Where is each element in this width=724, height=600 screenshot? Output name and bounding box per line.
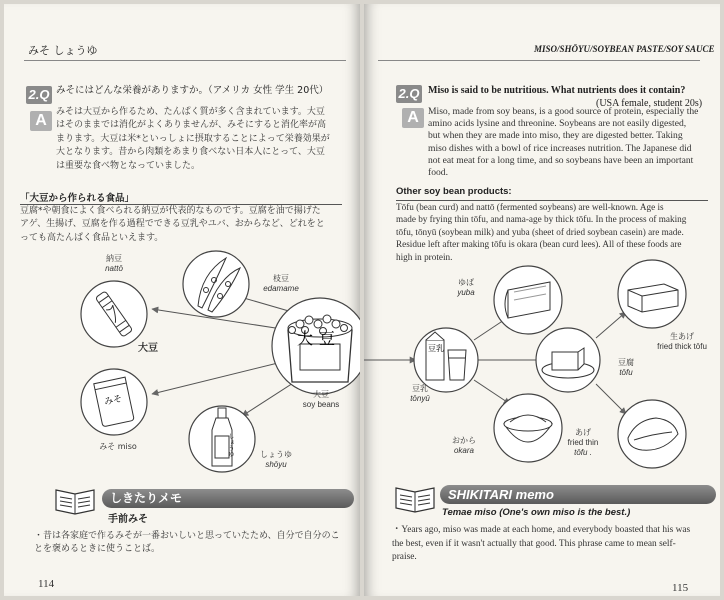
shoyu-bottle-text: しょうゆ <box>227 433 234 457</box>
tonyu-carton-text: 豆乳 <box>428 344 444 353</box>
section-line: 豆腐*や朝食によく食べられる納豆が代表的なものです。豆腐を油で揚げた <box>20 206 321 216</box>
page-number: 115 <box>672 582 689 594</box>
arrow-to-age <box>596 384 626 414</box>
section-title: Other soy bean products: <box>396 186 512 197</box>
arrow-to-nama-age <box>596 312 626 338</box>
answer-text: Miso, made from soy beans, is a good source of protein, especially the amino acids lysine and threonine. Soybeans are not easily digested, but when they are made into miso, they are digested better. Taking miso dishes with a bowl of rice increases nutrition. The Japanese did not eat meat for a long time, and so soybeans have been an important food. <box>428 106 699 179</box>
memo-text: ・昔は各家庭で作るみそが一番おいしいと思っていたため、自分で自分のこ とを褒めるときに使うことば。 <box>34 531 340 555</box>
section-text <box>20 205 356 245</box>
soybean-box-label: 大豆 <box>138 343 158 354</box>
soybean-diagram <box>4 244 360 494</box>
header-rule <box>378 60 700 61</box>
tofu-label: 豆腐 tōfu <box>618 358 634 377</box>
okara-illustration <box>494 394 562 462</box>
age-label: あげ fried thin tōfu . <box>567 428 599 457</box>
arrow-to-miso <box>152 362 282 394</box>
soy-products-diagram <box>364 254 720 484</box>
miso-bag-text: みそ <box>103 394 124 408</box>
memo-bar: SHIKITARI memo <box>440 485 716 504</box>
question-text: みそにはどんな栄養がありますか。（アメリカ 女性 学生 20代） <box>56 85 329 96</box>
edamame-label: 枝豆 edamame <box>263 274 299 293</box>
arrow-to-okara <box>474 380 510 404</box>
section-line: っても高たんぱく食品といえます。 <box>20 232 164 243</box>
okara-label: おから okara <box>452 436 476 455</box>
nama-age-illustration <box>618 260 686 328</box>
memo-title: Temae miso (One's own miso is the best.) <box>442 507 631 518</box>
nama-age-label: 生あげ fried thick tōfu <box>657 332 707 351</box>
answer-line: は重要な食べ物となっていました。 <box>56 160 201 171</box>
question-badge: 2.Q <box>26 86 52 104</box>
book-icon <box>54 486 98 514</box>
soybeans-label: 大豆 soy beans <box>302 390 340 409</box>
page-number: 114 <box>38 578 55 590</box>
running-head: MISO/SHŌYU/SOYBEAN PASTE/SOY SAUCE <box>534 44 715 54</box>
memo-title: 手前みそ <box>108 514 148 525</box>
tonyu-label: 豆乳 tōnyū <box>410 384 430 403</box>
book-icon <box>394 484 438 512</box>
answer-line: 大となります。昔から肉類をあまり食べない日本人にとって、大豆 <box>56 147 325 158</box>
miso-label: みそ miso <box>99 442 137 451</box>
question-text: Miso is said to be nutritious. What nutrients does it contain? <box>428 85 686 96</box>
natto-label: 納豆 nattō <box>105 254 123 273</box>
tonyu-illustration <box>414 328 478 392</box>
running-head: みそ しょうゆ <box>28 44 98 57</box>
answer-line: まります。大豆は米*といっしょに摂取することによって栄養効果が <box>56 133 330 144</box>
question-badge: 2.Q <box>396 85 422 103</box>
right-page <box>364 4 720 596</box>
answer-line: みそは大豆から作るため、たんぱく質が多く含まれています。大豆 <box>56 107 325 117</box>
memo-bar: しきたりメモ <box>102 489 354 508</box>
answer-text <box>56 106 356 173</box>
answer-badge: A <box>30 111 52 131</box>
tofu-illustration <box>536 328 600 392</box>
left-page <box>4 4 360 596</box>
natto-illustration <box>81 281 147 347</box>
shoyu-label: しょうゆ shōyu <box>260 450 292 469</box>
soybean-box-text: 大豆 <box>296 329 341 348</box>
yuba-illustration <box>494 266 562 334</box>
age-illustration <box>618 400 686 468</box>
memo-text: ・Years ago, miso was made at each home, and everybody boasted that his was the best, even if it wasn't actually that good. This phrase came to mean self- praise. <box>392 525 691 562</box>
header-rule <box>24 60 346 61</box>
answer-line: はそのままでは消化がよくありませんが、みそにすると消化率が高 <box>56 120 327 131</box>
asker-text: (USA female, student 20s) <box>596 98 703 109</box>
yuba-label: ゆば yuba <box>457 278 475 297</box>
section-line: アゲ、生揚げ、豆腐を作る過程でできる豆乳やユバ、おからなど、どれをと <box>20 219 325 230</box>
edamame-illustration <box>183 251 249 317</box>
section-title: 「大豆から作られる食品」 <box>20 193 135 204</box>
answer-badge: A <box>402 108 424 128</box>
section-text: Tōfu (bean curd) and nattō (fermented soybeans) are well-known. Age is made by frying thin tōfu, and nama-age by thick tōfu. In the process of making tōfu, tōnyū (soybean milk) and yuba (sheet of dried soybean casein) are made. Residue left after making tōfu is okara (bean curd lees). All of these foods are high in protein. <box>396 202 687 262</box>
